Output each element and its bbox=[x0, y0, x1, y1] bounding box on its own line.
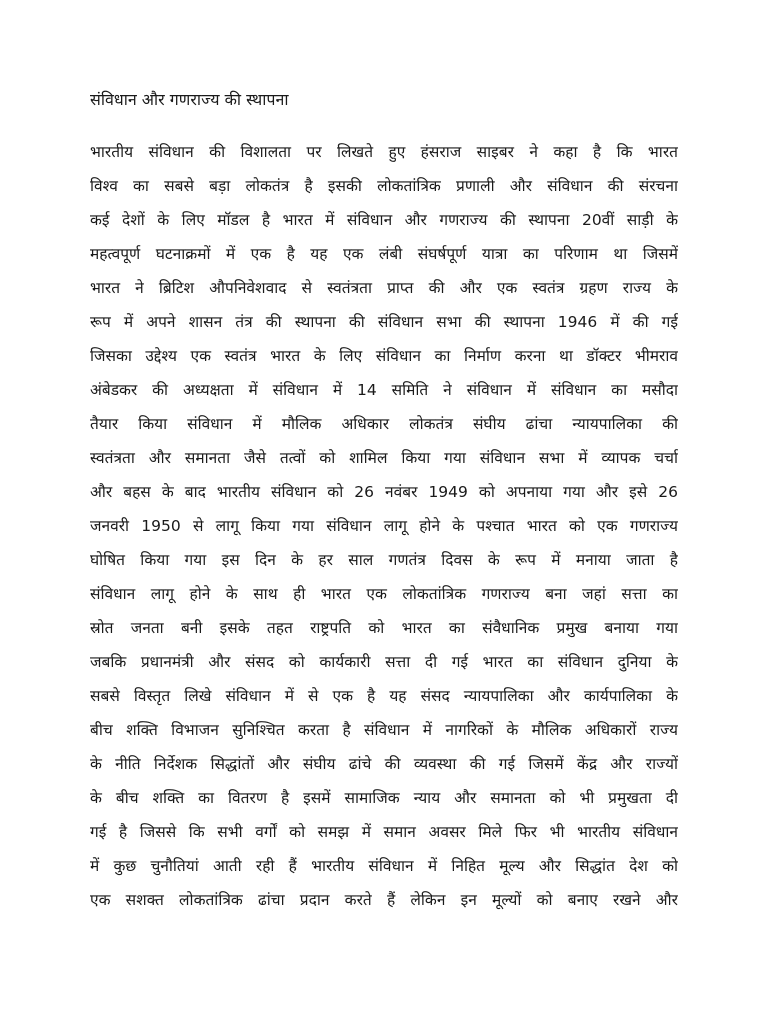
body-line: कई देशों के लिए मॉडल है भारत में संविधान और गणराज्य की स्थापना 20वीं साड़ी के bbox=[90, 211, 678, 229]
body-line: तैयार किया संविधान में मौलिक अधिकार लोकतंत्र संघीय ढांचा न्यायपालिका की bbox=[90, 415, 678, 433]
body-line: के बीच शक्ति का वितरण है इसमें सामाजिक न्याय और समानता को भी प्रमुखता दी bbox=[90, 789, 678, 807]
body-line: महत्वपूर्ण घटनाक्रमों में एक है यह एक लंबी संघर्षपूर्ण यात्रा का परिणाम था जिसमें bbox=[90, 245, 678, 263]
body-line: सबसे विस्तृत लिखे संविधान में से एक है यह संसद न्यायपालिका और कार्यपालिका के bbox=[90, 687, 678, 705]
body-line: घोषित किया गया इस दिन के हर साल गणतंत्र दिवस के रूप में मनाया जाता है bbox=[90, 551, 678, 569]
body-line: स्रोत जनता बनी इसके तहत राष्ट्रपति को भारत का संवैधानिक प्रमुख बनाया गया bbox=[90, 619, 678, 637]
body-line: संविधान लागू होने के साथ ही भारत एक लोकतांत्रिक गणराज्य बना जहां सत्ता का bbox=[90, 585, 678, 603]
body-line: जनवरी 1950 से लागू किया गया संविधान लागू होने के पश्चात भारत को एक गणराज्य bbox=[90, 517, 678, 535]
body-line: के नीति निर्देशक सिद्धांतों और संघीय ढांचे की व्यवस्था की गई जिसमें केंद्र और राज्यों bbox=[90, 755, 678, 773]
body-line: अंबेडकर की अध्यक्षता में संविधान में 14 समिति ने संविधान में संविधान का मसौदा bbox=[90, 381, 678, 399]
body-line: स्वतंत्रता और समानता जैसे तत्वों को शामिल किया गया संविधान सभा में व्यापक चर्चा bbox=[90, 449, 678, 467]
document-title: संविधान और गणराज्य की स्थापना bbox=[90, 90, 289, 109]
body-line: बीच शक्ति विभाजन सुनिश्चित करता है संविधान में नागरिकों के मौलिक अधिकारों राज्य bbox=[90, 721, 678, 739]
body-line: में कुछ चुनौतियां आती रही हैं भारतीय संविधान में निहित मूल्य और सिद्धांत देश को bbox=[90, 857, 678, 875]
body-line: जबकि प्रधानमंत्री और संसद को कार्यकारी सत्ता दी गई भारत का संविधान दुनिया के bbox=[90, 653, 678, 671]
body-line: एक सशक्त लोकतांत्रिक ढांचा प्रदान करते हैं लेकिन इन मूल्यों को बनाए रखने और bbox=[90, 891, 678, 909]
body-line: जिसका उद्देश्य एक स्वतंत्र भारत के लिए संविधान का निर्माण करना था डॉक्टर भीमराव bbox=[90, 347, 678, 365]
body-line: गई है जिससे कि सभी वर्गों को समझ में समान अवसर मिले फिर भी भारतीय संविधान bbox=[90, 823, 678, 841]
body-line: और बहस के बाद भारतीय संविधान को 26 नवंबर 1949 को अपनाया गया और इसे 26 bbox=[90, 483, 678, 501]
body-line: भारत ने ब्रिटिश औपनिवेशवाद से स्वतंत्रता प्राप्त की और एक स्वतंत्र ग्रहण राज्य के bbox=[90, 279, 678, 297]
body-line: विश्व का सबसे बड़ा लोकतंत्र है इसकी लोकतांत्रिक प्रणाली और संविधान की संरचना bbox=[90, 177, 678, 195]
body-line: भारतीय संविधान की विशालता पर लिखते हुए हंसराज साइबर ने कहा है कि भारत bbox=[90, 143, 678, 161]
document-body bbox=[90, 138, 678, 920]
body-line: रूप में अपने शासन तंत्र की स्थापना की संविधान सभा की स्थापना 1946 में की गई bbox=[90, 313, 678, 331]
